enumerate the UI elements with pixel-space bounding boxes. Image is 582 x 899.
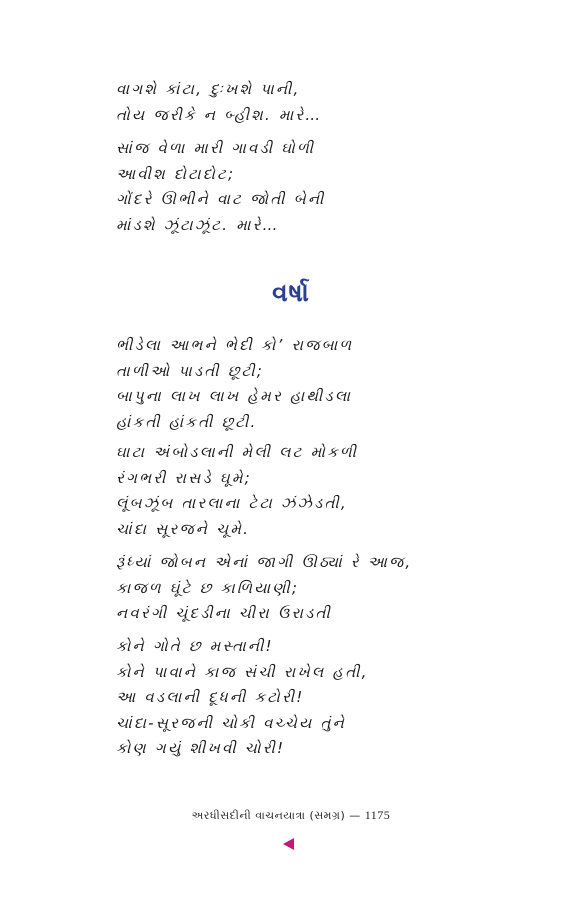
footer-book-title: અરધીસદીની વાચનયાત્રા (સમગ્ર) —	[191, 809, 361, 822]
poem-stanza-1	[116, 333, 353, 435]
triangle-left-icon[interactable]	[283, 838, 294, 850]
stanza-top-1	[116, 77, 323, 128]
poem-stanza-2	[116, 440, 358, 542]
page-number: 1175	[364, 808, 391, 822]
poem-line: રંગભરી રાસડે ઘૂમે;	[116, 468, 252, 487]
poem-line: બાપુના લાખ લાખ હેમર હાથીડલા	[116, 387, 353, 405]
poem-line: ચાંદા-સૂરજની ચોકી વચ્ચેય તુંને	[116, 713, 347, 732]
poem-line: ગોંદરે ઊભીને વાટ જોતી બેની	[116, 190, 326, 208]
poem-line: લૂંબઝૂંબ તારલાના ટેટા ઝંઝેડતી,	[116, 494, 348, 512]
poem-line: રૂંધ્યાં જોબન એનાં જાગી ઊઠ્યાં રે આજ,	[116, 553, 413, 571]
poem-line: કોને ગોતે છ મસ્તાની!	[116, 637, 274, 655]
page-footer	[0, 808, 582, 823]
poem-line: સાંજ વેળા મારી ગાવડી ઘોળી	[116, 139, 316, 157]
stanza-top-2	[116, 136, 326, 238]
poem-line: કોને પાવાને કાજ સંચી રાખેલ હતી,	[116, 662, 369, 681]
poem-line: કાજળ ઘૂંટે છ કાળિયાણી;	[116, 578, 300, 597]
poem-line: આવીશ દોટાદોટ;	[116, 164, 236, 183]
poem-line: તાળીઓ પાડતી છૂટી;	[116, 361, 264, 380]
poem-line: વાગશે કાંટા, દુઃખશે પાની,	[116, 80, 301, 98]
poem-line: ચાંદા સૂરજને ચૂમે.	[116, 519, 251, 538]
poem-stanza-4	[116, 634, 369, 762]
poem-line: માંડશે ઝૂંટાઝૂંટ. મારે…	[116, 215, 280, 234]
poem-stanza-3	[116, 550, 412, 627]
poem-line: ભીડેલા આભને ભેદી કો’ રાજબાળ	[116, 336, 354, 354]
poem-line: નવરંગી ચૂંદડીના ચીરા ઉરાડતી	[116, 604, 332, 622]
poem-line: તોય જરીકે ન બ્હીશ. મારે…	[116, 105, 323, 124]
poem-line: કોણ ગયું શીખવી ચોરી!	[116, 739, 286, 757]
poem-line: ઘાટા અંબોડલાની મેલી લટ મોકળી	[116, 443, 359, 461]
poem-line: હાંકતી હાંકતી છૂટી.	[116, 412, 258, 431]
poem-line: આ વડલાની દૂધની કટોરી!	[116, 688, 305, 706]
poem-title: વર્ષા	[272, 278, 310, 307]
